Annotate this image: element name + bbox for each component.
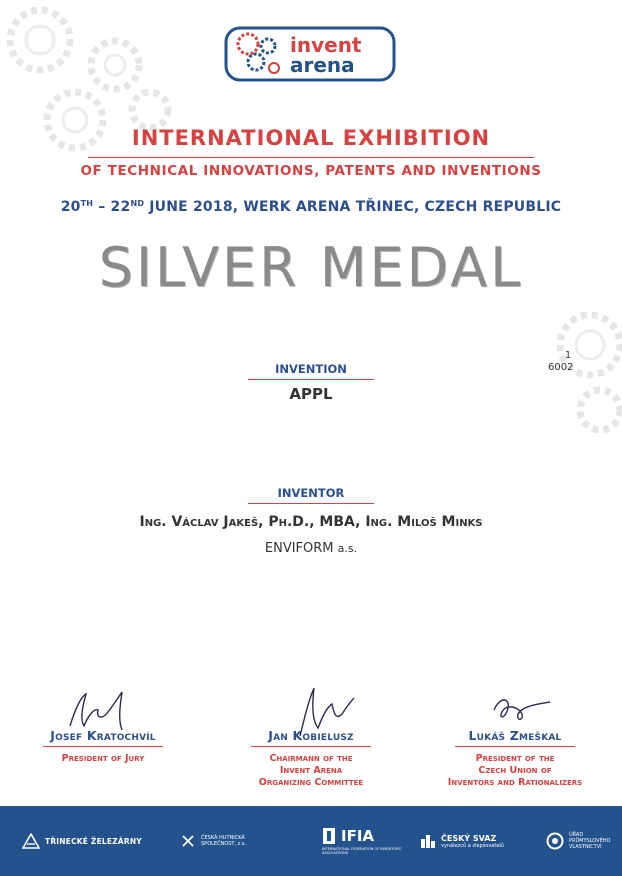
inventor-names: Ing. Václav Jakeš, Ph.D., MBA, Ing. Miloš Minks bbox=[139, 514, 483, 530]
invent-arena-logo bbox=[218, 22, 400, 92]
entry-code-top: 1 bbox=[564, 350, 572, 361]
date-dash: – bbox=[93, 199, 111, 215]
sponsor-line: PRŮMYSLOVÉHO bbox=[569, 838, 611, 844]
exhibition-subtitle: OF TECHNICAL INNOVATIONS, PATENTS AND INVENTIONS bbox=[80, 163, 542, 179]
signatory-role-line: President of Jury bbox=[61, 753, 145, 764]
sponsor-line: ČESKÁ HUTNICKÁ bbox=[201, 835, 245, 841]
sponsor-line: VLASTNICTVÍ bbox=[569, 844, 602, 850]
signatory-divider bbox=[43, 746, 163, 747]
sponsor-footer bbox=[0, 806, 622, 876]
date-from-suffix: TH bbox=[80, 199, 94, 208]
signatory-name: Lukáš Zmeškal bbox=[468, 728, 562, 743]
event-dates bbox=[0, 199, 622, 215]
hammer-icon bbox=[180, 833, 196, 849]
inventor-company: ENVIFORM a.s. bbox=[264, 541, 358, 556]
sponsor-ifia bbox=[322, 806, 412, 876]
sponsor-line: vynálezců a zlepšovatelů bbox=[441, 842, 504, 849]
signatory-name: Jan Kobielusz bbox=[268, 728, 354, 743]
inventor-label: INVENTOR bbox=[277, 486, 345, 500]
signatory-role-line: President of the bbox=[475, 753, 555, 764]
signatory-role-line: Invent Arena bbox=[279, 765, 343, 776]
trinecke-logo-icon bbox=[22, 833, 40, 849]
upv-logo-icon bbox=[546, 832, 564, 850]
logo-line2: arena bbox=[290, 53, 355, 77]
ifia-logo-icon bbox=[322, 827, 336, 845]
sponsor-name: IFIA bbox=[341, 827, 375, 845]
sponsor-line: SPOLEČNOST, z.s. bbox=[201, 841, 247, 847]
date-rest: JUNE 2018, WERK ARENA TŘINEC, CZECH REPUBLIC bbox=[144, 199, 562, 215]
date-from-day: 20 bbox=[60, 199, 81, 215]
invention-name: APPL bbox=[289, 385, 333, 403]
sponsor-upv bbox=[546, 806, 610, 876]
sponsor-hutnicka bbox=[180, 806, 246, 876]
signatory-role-line: Organizing Committee bbox=[258, 777, 364, 788]
invention-label: INVENTION bbox=[275, 362, 347, 376]
entry-code-bottom: 6002 bbox=[548, 362, 574, 373]
sponsor-cesky-svaz bbox=[420, 806, 504, 876]
signatory-divider bbox=[251, 746, 371, 747]
sponsor-line: ÚŘAD bbox=[569, 832, 584, 838]
signatory-zmeskal bbox=[420, 728, 610, 789]
sponsor-trinecke bbox=[22, 806, 142, 876]
sponsor-tagline: INTERNATIONAL FEDERATION OF INVENTORS' ASSOCIATIONS bbox=[322, 847, 402, 855]
award-title: SILVER MEDAL bbox=[98, 236, 524, 299]
signatory-role-line: Inventors and Rationalizers bbox=[447, 777, 583, 788]
logo-line1: invent bbox=[290, 33, 362, 57]
date-to-day: 22 bbox=[110, 199, 131, 215]
signatory-name: Josef Kratochvíl bbox=[50, 728, 156, 743]
signatory-divider bbox=[455, 746, 575, 747]
company-suffix: a.s. bbox=[337, 542, 358, 555]
inventor-divider bbox=[248, 503, 374, 504]
signature-zmeskal bbox=[488, 692, 558, 732]
invention-divider bbox=[248, 379, 374, 380]
sponsor-name: TŘINECKÉ ŽELEZÁRNY bbox=[45, 836, 142, 846]
signatory-role-line: Chairmann of the bbox=[269, 753, 353, 764]
exhibition-title: INTERNATIONAL EXHIBITION bbox=[131, 126, 491, 150]
sponsor-line: ČESKÝ SVAZ bbox=[441, 833, 497, 843]
signatory-role-line: Czech Union of bbox=[478, 765, 552, 776]
title-divider bbox=[88, 157, 534, 158]
date-to-suffix: ND bbox=[130, 199, 145, 208]
cesky-svaz-logo-icon bbox=[420, 833, 436, 849]
signatory-kratochvil bbox=[8, 728, 198, 765]
signatory-kobielusz bbox=[216, 728, 406, 789]
